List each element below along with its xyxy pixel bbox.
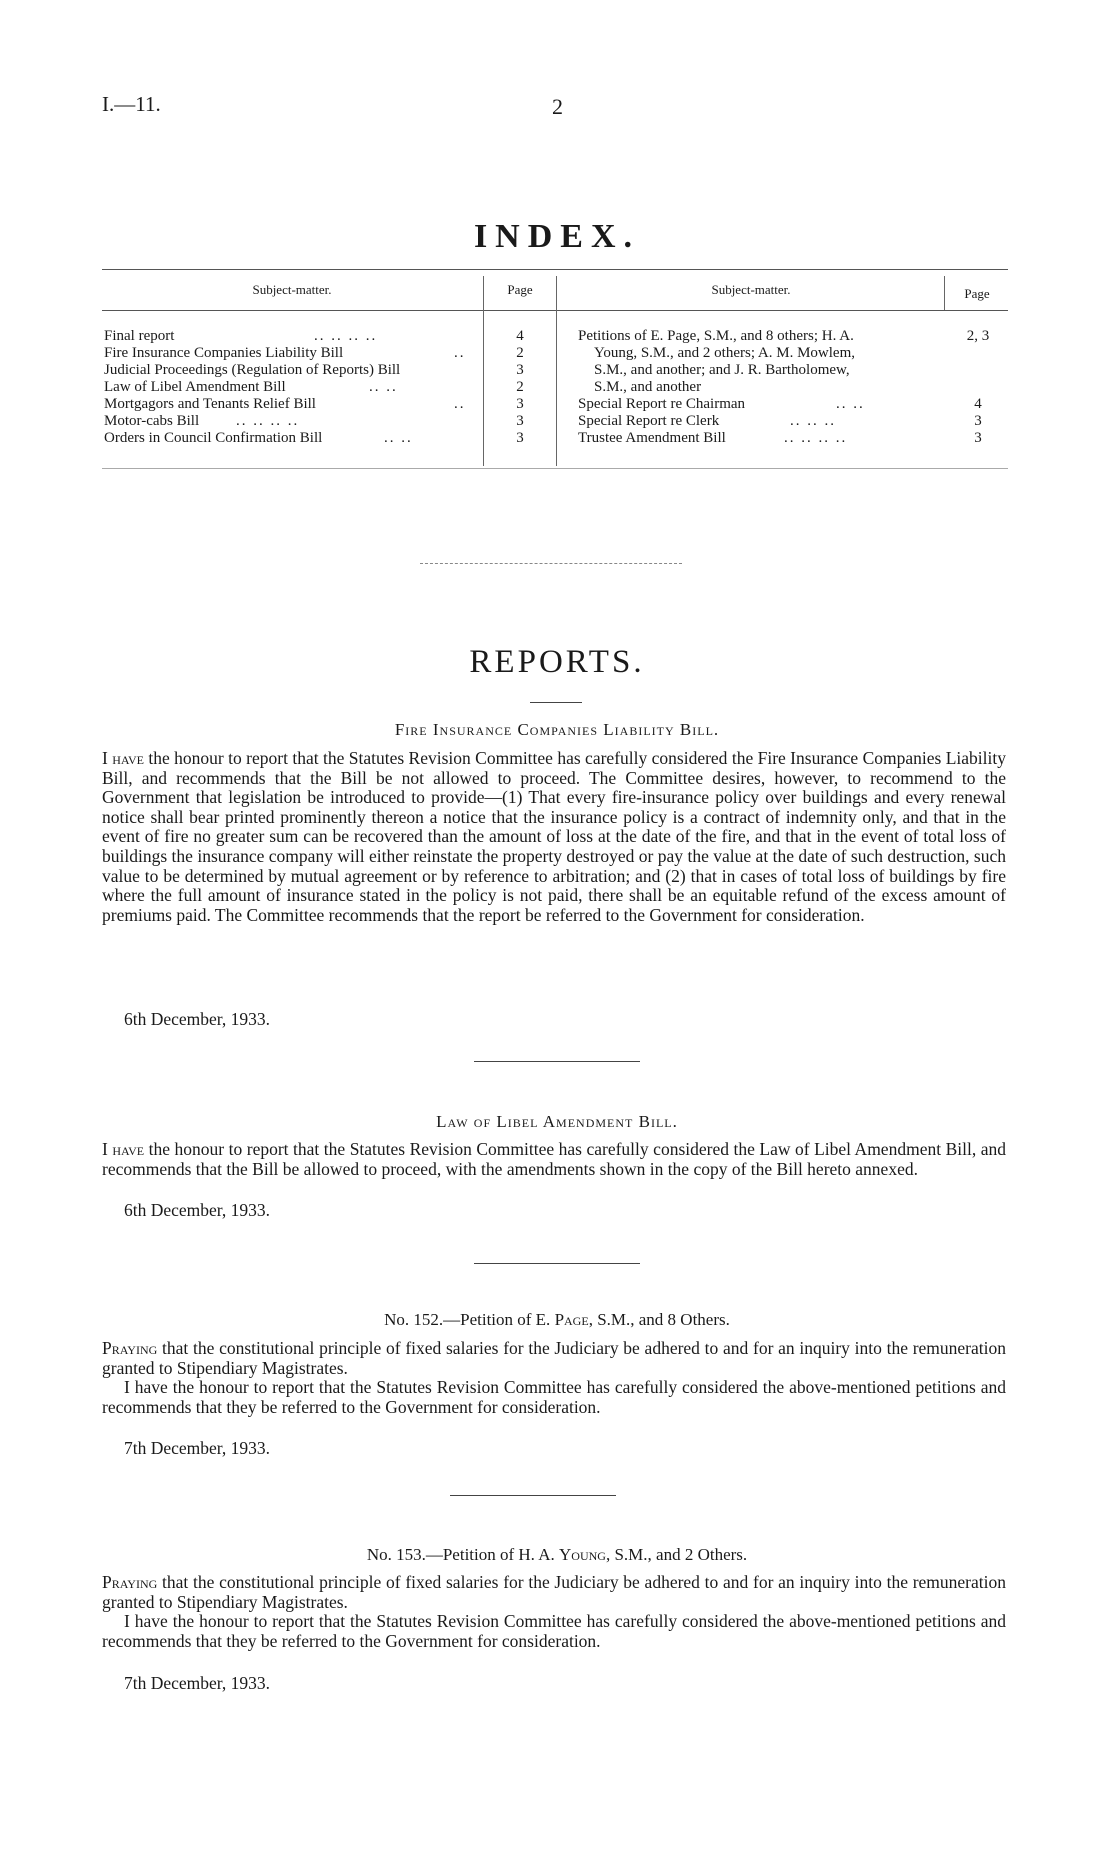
index-right-page: 3 xyxy=(974,430,982,446)
index-left-row: Final report .. .. .. .. xyxy=(104,328,378,344)
index-left-row: Fire Insurance Companies Liability Bill .. xyxy=(104,345,466,361)
index-left-row: Motor-cabs Bill .. .. .. .. xyxy=(104,413,300,429)
section-paragraph: I have the honour to report that the Statutes Revision Committee has carefully considered the above-mentioned petitions and recommends that they be referred to the Government for consideration. xyxy=(102,1377,1006,1417)
index-divider-middle xyxy=(556,276,557,466)
index-right-row: Special Report re Chairman .. .. xyxy=(578,396,865,412)
section-date: 6th December, 1933. xyxy=(124,1200,271,1220)
index-left-page: 3 xyxy=(516,413,524,429)
index-divider-left-page xyxy=(483,276,484,466)
index-right-row-cont: S.M., and another; and J. R. Bartholomew, xyxy=(594,362,850,378)
index-right-row: Special Report re Clerk .. .. .. xyxy=(578,413,836,429)
index-right-row-cont: Young, S.M., and 2 others; A. M. Mowlem, xyxy=(594,345,855,361)
index-left-page: 4 xyxy=(516,328,524,344)
index-header-subject-right: Subject-matter. xyxy=(711,282,791,297)
section-paragraph: I have the honour to report that the Statutes Revision Committee has carefully considered the above-mentioned petitions and recommends that they be referred to the Government for consideration. xyxy=(102,1611,1006,1651)
decorative-rule xyxy=(420,563,682,564)
page-reference: I.—11. xyxy=(102,92,161,116)
index-left-row: Mortgagors and Tenants Relief Bill .. xyxy=(104,396,466,412)
index-left-page: 3 xyxy=(516,396,524,412)
index-header-page-right: Page xyxy=(964,286,990,301)
section-separator xyxy=(450,1495,616,1496)
index-header-subject-left: Subject-matter. xyxy=(252,282,332,297)
index-title: INDEX. xyxy=(473,218,641,255)
index-header-page-left: Page xyxy=(507,282,533,297)
index-left-row: Judicial Proceedings (Regulation of Reports) Bill xyxy=(104,362,401,378)
index-left-row: Law of Libel Amendment Bill .. .. xyxy=(104,379,398,395)
index-right-row: Trustee Amendment Bill .. .. .. .. xyxy=(578,430,848,446)
index-right-row-cont: S.M., and another xyxy=(594,379,702,395)
section-paragraph: I have the honour to report that the Statutes Revision Committee has carefully considered the Law of Libel Amendment Bill, and recommends that the Bill be allowed to proceed, with the amendments shown in the copy of the Bill hereto annexed. xyxy=(102,1139,1006,1179)
index-left-page: 3 xyxy=(516,362,524,378)
index-divider-right-page xyxy=(944,276,945,310)
section-title: Fire Insurance Companies Liability Bill. xyxy=(394,720,720,739)
reports-title-rule xyxy=(530,702,582,703)
section-date: 6th December, 1933. xyxy=(124,1009,271,1029)
index-right-page: 2, 3 xyxy=(966,328,990,344)
section-paragraph: I have the honour to report that the Statutes Revision Committee has carefully considered the Fire Insurance Companies Liability Bill, and recommends that the Bill be not allowed to proceed. The Committee desires, however, to recommend to the Government that legislation be introduced to provide—(1) That every fire-insurance policy over buildings and every renewal notice shall bear printed prominently thereon a notice that the insurance policy is a contract of indemnity only, and that in the event of fire no greater sum can be recovered than the amount of loss at the date of the fire, and that in the event of total loss of buildings the insurance company will either reinstate the property destroyed or pay the value at the date of such destruction, such value to be determined by mutual agreement or by reference to arbitration; and (2) that in cases of total loss of buildings by fire where the full amount of insurance stated in the policy is not paid, there shall be an equitable refund of the excess amount of premiums paid. The Committee recommends that the report be referred to the Government for consideration. xyxy=(102,748,1007,925)
index-top-rule xyxy=(102,269,1008,270)
section-paragraph: Praying that the constitutional principle of fixed salaries for the Judiciary be adhered to and for an inquiry into the remuneration granted to Stipendiary Magistrates. xyxy=(102,1338,1006,1378)
section-separator xyxy=(474,1263,640,1264)
index-right-page: 3 xyxy=(974,413,982,429)
index-right-page: 4 xyxy=(974,396,982,412)
section-title: No. 152.—Petition of E. Page, S.M., and 8 Others. xyxy=(384,1310,730,1329)
index-left-page: 3 xyxy=(516,430,524,446)
index-right-row: Petitions of E. Page, S.M., and 8 others; H. A. xyxy=(578,328,854,344)
page-number: 2 xyxy=(552,94,563,119)
index-bottom-rule xyxy=(102,468,1008,469)
reports-title: REPORTS. xyxy=(469,644,645,680)
section-title: No. 153.—Petition of H. A. Young, S.M., and 2 Others. xyxy=(366,1545,748,1564)
section-title: Law of Libel Amendment Bill. xyxy=(436,1112,678,1131)
section-paragraph: Praying that the constitutional principle of fixed salaries for the Judiciary be adhered to and for an inquiry into the remuneration granted to Stipendiary Magistrates. xyxy=(102,1572,1006,1612)
index-header-rule xyxy=(102,310,1008,311)
section-date: 7th December, 1933. xyxy=(124,1438,271,1458)
index-left-page: 2 xyxy=(516,345,524,361)
section-date: 7th December, 1933. xyxy=(124,1673,271,1693)
index-left-row: Orders in Council Confirmation Bill .. .. xyxy=(104,430,413,446)
section-separator xyxy=(474,1061,640,1062)
index-left-page: 2 xyxy=(516,379,524,395)
